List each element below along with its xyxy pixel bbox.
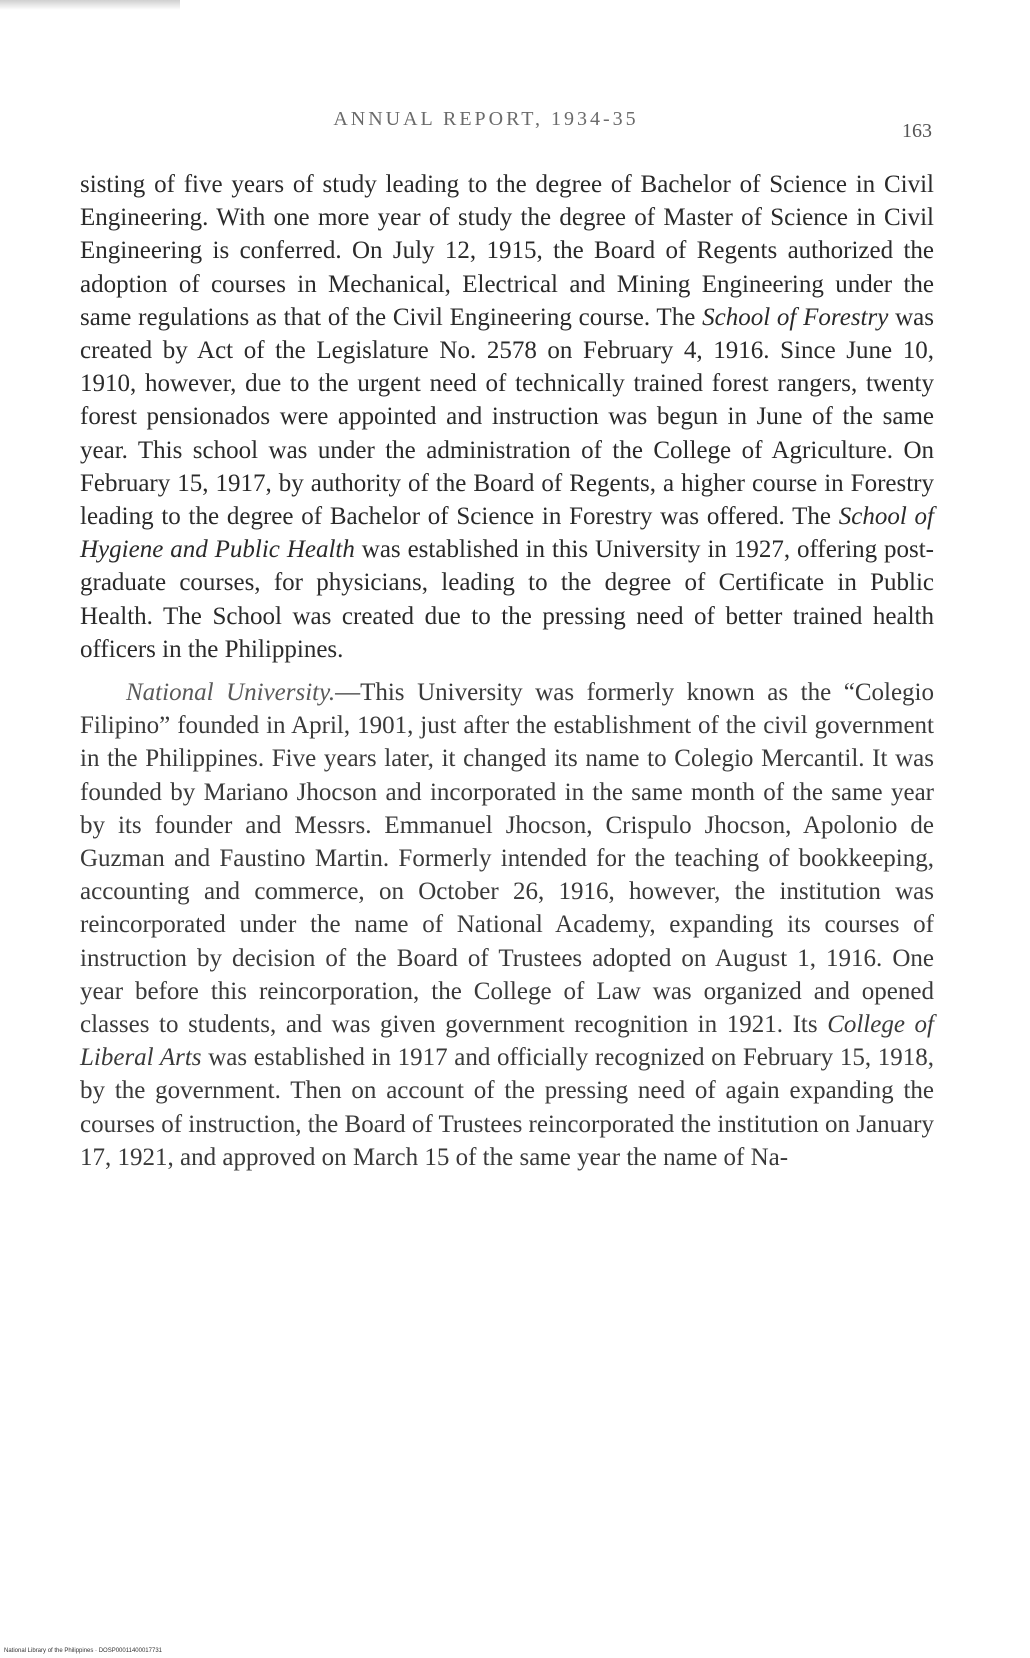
paragraph-1 bbox=[80, 168, 934, 666]
page-number: 163 bbox=[902, 120, 932, 142]
running-head: ANNUAL REPORT, 1934-35 bbox=[333, 108, 639, 130]
italic-term-college-of-liberal-arts: College of Liberal Arts bbox=[80, 1011, 934, 1072]
text-segment: was established in this University in 1927, offering post-graduate courses, for physicians, leading to the degree of Certificate in Public Health. The School was created due to the pressing need of better trained health officers in the Philippines. bbox=[80, 536, 934, 663]
paragraph-2 bbox=[80, 676, 934, 1174]
page-header bbox=[80, 108, 932, 144]
italic-term-national-university: National University. bbox=[126, 679, 336, 707]
text-segment: was established in 1917 and officially recognized on February 15, 1918, by the government. Then on account of the pressing need of again expanding the courses of instruction, the Board of Trustees reincorporated the institution on January 17, 1921, and approved on March 15 of the same year the name of Na- bbox=[80, 1044, 935, 1171]
text-segment: was created by Act of the Legislature No. 2578 on February 4, 1916. Since June 10, 1910, however, due to the urgent need of technically trained forest rangers, twenty forest pensionados were appointed and instruction was begun in June of the same year. This school was under the administration of the College of Agriculture. On February 15, 1917, by authority of the Board of Regents, a higher course in Forestry leading to the degree of Bachelor of Science in Forestry was offered. The bbox=[80, 303, 934, 531]
library-footer: National Library of the Philippines · DOSP00011400017731 bbox=[4, 1648, 162, 1654]
text-segment: sisting of five years of study leading to the degree of Bachelor of Science in Civil Engineering. With one more year of study the degree of Master of Science in Civil Engineering is conferred. On July 12, 1915, the Board of Regents authorized the adoption of courses in Mechanical, Electrical and Mining Engineering under the same regulations as that of the Civil Engineering course. The bbox=[80, 171, 934, 331]
text-segment: —This University was formerly known as the “Colegio Filipino” founded in April, 1901, just after the establishment of the civil government in the Philippines. Five years later, it changed its name to Colegio Mercantil. It was founded by Mariano Jhocson and incorporated in the same month of the same year by its founder and Messrs. Emmanuel Jhocson, Crispulo Jhocson, Apolonio de Guzman and Faustino Martin. Formerly intended for the teaching of bookkeeping, accounting and commerce, on October 26, 1916, however, the institution was reincorporated under the name of National Academy, expanding its courses of instruction by decision of the Board of Trustees adopted on August 1, 1916. One year before this reincorporation, the College of Law was organized and opened classes to students, and was given government recognition in 1921. Its bbox=[80, 679, 934, 1039]
body-text bbox=[80, 168, 934, 1174]
italic-term-school-of-hygiene: School of Hygiene and Public Health bbox=[80, 503, 934, 564]
scan-edge-shadow bbox=[0, 0, 180, 10]
italic-term-school-of-forestry: School of Forestry bbox=[702, 303, 889, 331]
